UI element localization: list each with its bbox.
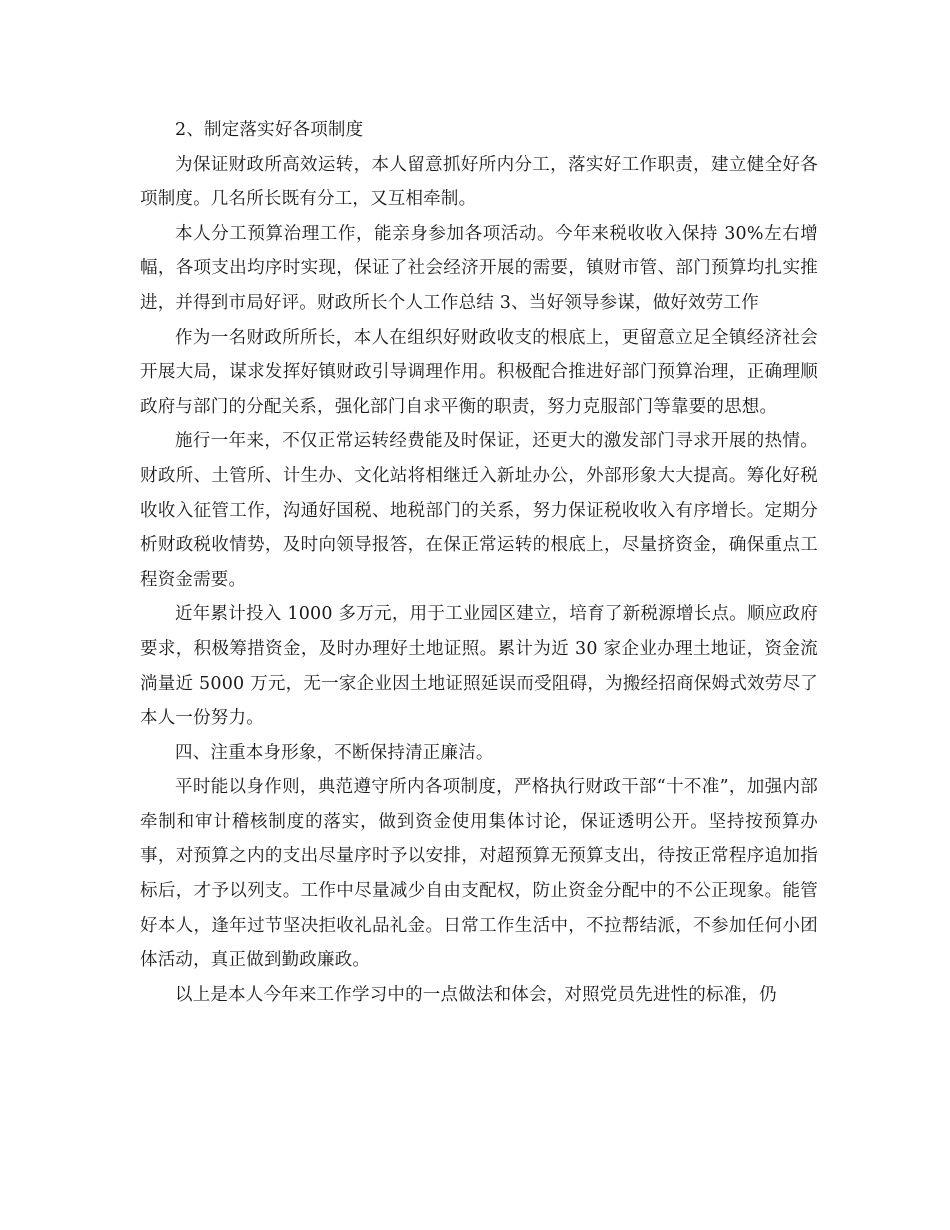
document-body <box>140 113 818 1012</box>
paragraph-system-building: 为保证财政所高效运转，本人留意抓好所内分工，落实好工作职责，建立健全好各项制度。几名所长既有分工，又互相牵制。 <box>140 154 818 210</box>
section-heading-2: 2、制定落实好各项制度 <box>175 120 364 140</box>
paragraph-integrity: 平时能以身作则，典范遵守所内各项制度，严格执行财政干部“十不准”，加强内部牵制和审计稽核制度的落实，做到资金使用集体讨论，保证透明公开。坚持按预算办事，对预算之内的支出尽量序时予以安排，对超预算无预算支出，待按正常程序追加指标后，才予以列支。工作中尽量减少自由支配权，防止资金分配中的不公正现象。能管好本人，逢年过节坚决拒收礼品礼金。日常工作生活中，不拉帮结派，不参加任何小团体活动，真正做到勤政廉政。 <box>140 777 818 971</box>
paragraph-implementation: 施行一年来，不仅正常运转经费能及时保证，还更大的激发部门寻求开展的热情。财政所、土管所、计生办、文化站将相继迁入新址办公，外部形象大大提高。筹化好税收收入征管工作，沟通好国税、地税部门的关系，努力保证税收收入有序增长。定期分析财政税收情势，及时向领导报答，在保正常运转的根底上，尽量挤资金，确保重点工程资金需要。 <box>140 431 818 590</box>
section-heading-4: 四、注重本身形象，不断保持清正廉洁。 <box>175 742 494 763</box>
paragraph-conclusion: 以上是本人今年来工作学习中的一点做法和体会，对照党员先进性的标准，仍 <box>175 984 777 1005</box>
paragraph-investment: 近年累计投入 1000 多万元，用于工业园区建立，培育了新税源增长点。顺应政府要求，积极筹措资金，及时办理好土地证照。累计为近 30 家企业办理土地证，资金流淌量近 5000 万元，无一家企业因土地证照延误而受阻碍，为搬经招商保姆式效劳尽了本人一份努力。 <box>140 604 818 729</box>
paragraph-budget-management: 本人分工预算治理工作，能亲身参加各项活动。今年来税收收入保持 30%左右增幅，各项支出均序时实现，保证了社会经济开展的需要，镇财市管、部门预算均扎实推进，并得到市局好评。财政所长个人工作总结 3、当好领导参谋，做好效劳工作 <box>140 223 818 313</box>
paragraph-overall-situation: 作为一名财政所所长，本人在组织好财政收支的根底上，更留意立足全镇经济社会开展大局，谋求发挥好镇财政引导调理作用。积极配合推进好部门预算治理，正确理顺政府与部门的分配关系，强化部门自求平衡的职责，努力克服部门等靠要的思想。 <box>140 327 818 417</box>
